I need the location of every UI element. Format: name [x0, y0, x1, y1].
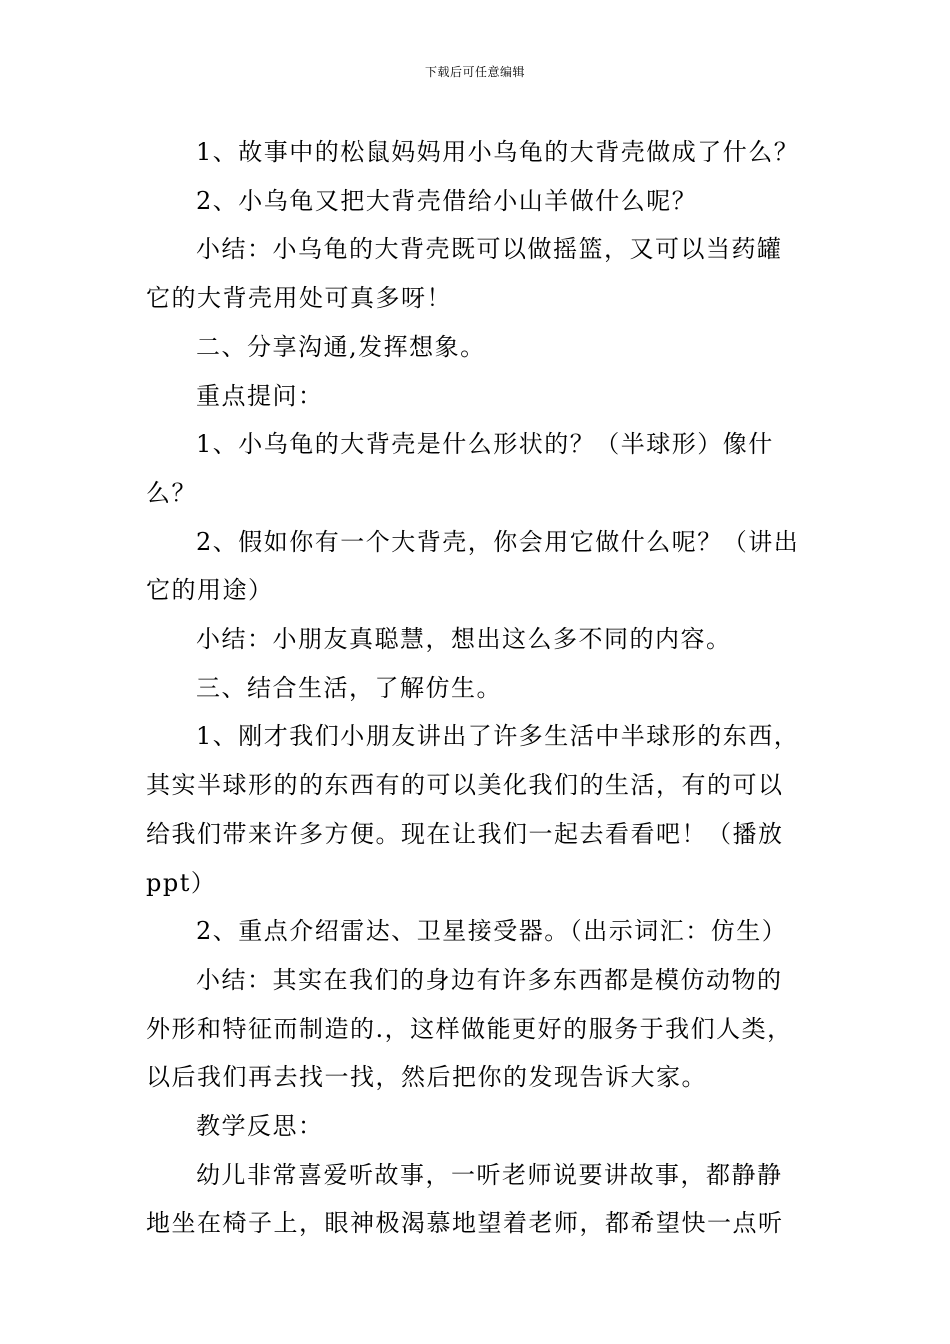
paragraph-line: 1、故事中的松鼠妈妈用小乌龟的大背壳做成了什么？ [196, 138, 800, 166]
paragraph-line: 小结：其实在我们的身边有许多东西都是模仿动物的 [196, 965, 783, 994]
paragraph-line: 1、小乌龟的大背壳是什么形状的？（半球形）像什么？ [146, 430, 774, 507]
paragraph-line: 外形和特征而制造的.，这样做能更好的服务于我们人类， [146, 1014, 793, 1043]
paragraph-line: 重点提问： [196, 381, 324, 410]
paragraph [146, 1151, 816, 1248]
paragraph-line: 三、结合生活，了解仿生。 [196, 673, 502, 702]
paragraph [146, 664, 816, 713]
paragraph-line: 幼儿非常喜爱听故事，一听老师说要讲故事，都静静 [196, 1160, 783, 1189]
paragraph [146, 956, 816, 1102]
paragraph-line: 二、分享沟通,发挥想象。 [196, 332, 486, 361]
paragraph [146, 420, 816, 517]
paragraph-line: 地坐在椅子上，眼神极渴慕地望着老师，都希望快一点听 [146, 1209, 784, 1238]
paragraph [146, 177, 816, 226]
document-body [146, 128, 816, 1248]
paragraph [146, 615, 816, 664]
paragraph-line: 给我们带来许多方便。现在让我们一起去看看吧！（播放 [146, 819, 784, 848]
paragraph [146, 372, 816, 421]
paragraph [146, 128, 816, 177]
page-header: 下载后可任意编辑 [424, 65, 525, 79]
paragraph-line: 教学反思： [196, 1112, 324, 1141]
paragraph-line: 小结：小乌龟的大背壳既可以做摇篮，又可以当药罐 [196, 235, 783, 264]
paragraph-line: 2、假如你有一个大背壳，你会用它做什么呢？（讲出 [196, 527, 800, 556]
paragraph-line: 其实半球形的的东西有的可以美化我们的生活，有的可以 [146, 771, 784, 800]
paragraph [146, 907, 816, 956]
paragraph-line: 2、重点介绍雷达、卫星接受器。（出示词汇：仿生） [196, 917, 788, 946]
paragraph-line: 1、刚才我们小朋友讲出了许多生活中半球形的东西， [196, 722, 800, 751]
paragraph [146, 518, 816, 615]
paragraph-line: ppt） [146, 868, 217, 897]
paragraph-line: 小结：小朋友真聪慧，想出这么多不同的内容。 [196, 625, 732, 654]
paragraph-line: 以后我们再去找一找，然后把你的发现告诉大家。 [146, 1063, 707, 1092]
paragraph [146, 1102, 816, 1151]
paragraph-line: 2、小乌龟又把大背壳借给小山羊做什么呢？ [196, 186, 698, 215]
paragraph-line: 它的大背壳用处可真多呀！ [146, 284, 452, 313]
paragraph [146, 225, 816, 322]
paragraph [146, 323, 816, 372]
paragraph [146, 712, 816, 907]
paragraph-line: 它的用途） [146, 576, 274, 605]
